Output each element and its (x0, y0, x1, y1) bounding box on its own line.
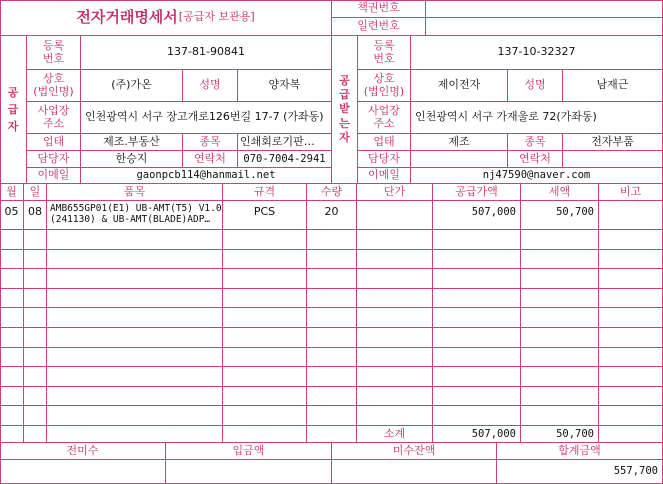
col-tax-header: 세액 (521, 184, 599, 201)
empty-cell-tax (521, 250, 599, 269)
empty-cell-unit-price (357, 367, 433, 387)
unpaid-value (332, 460, 497, 484)
empty-cell-qty (307, 348, 357, 367)
empty-cell-month (0, 250, 24, 269)
empty-cell-note (599, 348, 663, 367)
empty-cell-qty (307, 250, 357, 269)
col-spec-header: 규격 (223, 184, 307, 201)
empty-cell-day (24, 269, 47, 289)
row-day: 08 (24, 201, 47, 230)
empty-cell-item (47, 348, 223, 367)
empty-cell-month (0, 406, 24, 426)
receiver-email: nj47590@naver.com (411, 168, 663, 184)
supplier-address: 인천광역시 서구 장고개로126번길 17-7 (가좌동) (81, 102, 332, 134)
prev-balance-value (0, 460, 166, 484)
unpaid-label: 미수잔액 (332, 443, 497, 460)
empty-cell-tax (521, 348, 599, 367)
col-qty-header: 수량 (307, 184, 357, 201)
empty-cell-spec (223, 328, 307, 348)
row-qty: 20 (307, 201, 357, 230)
supplier-reg-no: 137-81-90841 (81, 36, 332, 70)
supplier-contact-label: 연락처 (183, 151, 238, 168)
empty-cell-month (0, 328, 24, 348)
receiver-contact (563, 151, 663, 168)
empty-cell-tax (521, 289, 599, 308)
empty-cell-tax (521, 367, 599, 387)
empty-cell-tax (521, 308, 599, 328)
empty-cell-tax (521, 269, 599, 289)
grand-total-value: 557,700 (497, 460, 663, 484)
receiver-reg-no-label: 등록 번호 (358, 36, 411, 70)
empty-cell-item (47, 367, 223, 387)
empty-cell-day (24, 230, 47, 250)
empty-cell-month (0, 348, 24, 367)
subtotal-supply: 507,000 (433, 426, 521, 443)
row-item: AMB655GP01(E1) UB-AMT(T5) V1.0 (241130) & UB-AMT(BLADE)ADP… (47, 201, 223, 230)
col-day-header: 일 (24, 184, 47, 201)
empty-cell-spec (223, 387, 307, 406)
empty-cell-spec (223, 348, 307, 367)
empty-cell-supply (433, 387, 521, 406)
empty-cell-supply (433, 250, 521, 269)
row-tax: 50,700 (521, 201, 599, 230)
subtotal-blank-note (599, 426, 663, 443)
empty-cell-note (599, 387, 663, 406)
empty-cell-unit-price (357, 308, 433, 328)
title-text: 전자거래명세서 (76, 7, 178, 26)
row-month: 05 (0, 201, 24, 230)
empty-cell-tax (521, 406, 599, 426)
subtotal-blank-day (24, 426, 47, 443)
empty-cell-day (24, 308, 47, 328)
supplier-manager-label: 담당자 (27, 151, 81, 168)
empty-cell-day (24, 387, 47, 406)
supplier-biz-item: 인쇄회로기판… (238, 134, 332, 151)
empty-cell-month (0, 289, 24, 308)
empty-cell-supply (433, 348, 521, 367)
empty-cell-qty (307, 308, 357, 328)
receiver-section-label: 공 급 받 는 자 (332, 36, 358, 184)
supplier-biz-type: 제조.부동산 (81, 134, 183, 151)
empty-cell-spec (223, 289, 307, 308)
row-supply: 507,000 (433, 201, 521, 230)
subtotal-label: 소계 (357, 426, 433, 443)
empty-cell-note (599, 367, 663, 387)
supplier-name: 양자복 (238, 70, 332, 102)
empty-cell-supply (433, 308, 521, 328)
supplier-biz-type-label: 업태 (27, 134, 81, 151)
empty-cell-note (599, 308, 663, 328)
copy-type: [공급자 보관용] (178, 10, 255, 24)
receiver-reg-no: 137-10-32327 (411, 36, 663, 70)
supplier-reg-no-label: 등록 번호 (27, 36, 81, 70)
empty-cell-spec (223, 269, 307, 289)
book-no-value (426, 0, 663, 18)
receiver-contact-label: 연락처 (508, 151, 563, 168)
deposit-value (166, 460, 332, 484)
empty-cell-month (0, 308, 24, 328)
receiver-biz-item: 전자부품 (563, 134, 663, 151)
empty-cell-item (47, 328, 223, 348)
receiver-biz-item-label: 종목 (508, 134, 563, 151)
empty-cell-tax (521, 230, 599, 250)
empty-cell-item (47, 269, 223, 289)
col-note-header: 비고 (599, 184, 663, 201)
serial-no-label: 일련번호 (332, 18, 426, 36)
empty-cell-day (24, 328, 47, 348)
supplier-manager: 한승지 (81, 151, 183, 168)
empty-cell-qty (307, 387, 357, 406)
receiver-manager (411, 151, 508, 168)
empty-cell-item (47, 387, 223, 406)
empty-cell-spec (223, 308, 307, 328)
receiver-company: 제이전자 (411, 70, 508, 102)
supplier-company-label: 상호 (법인명) (27, 70, 81, 102)
empty-cell-item (47, 308, 223, 328)
empty-cell-day (24, 348, 47, 367)
empty-cell-spec (223, 406, 307, 426)
col-supply-header: 공급가액 (433, 184, 521, 201)
empty-cell-qty (307, 406, 357, 426)
supplier-email-label: 이메일 (27, 168, 81, 184)
subtotal-tax: 50,700 (521, 426, 599, 443)
row-note (599, 201, 663, 230)
document-title (0, 0, 332, 36)
empty-cell-month (0, 387, 24, 406)
receiver-biz-type: 제조 (411, 134, 508, 151)
empty-cell-supply (433, 269, 521, 289)
supplier-address-label: 사업장 주소 (27, 102, 81, 134)
empty-cell-month (0, 367, 24, 387)
receiver-name: 남재근 (563, 70, 663, 102)
empty-cell-day (24, 289, 47, 308)
empty-cell-supply (433, 406, 521, 426)
receiver-address-label: 사업장 주소 (358, 102, 411, 134)
empty-cell-spec (223, 367, 307, 387)
serial-no-value (426, 18, 663, 36)
empty-cell-qty (307, 289, 357, 308)
receiver-biz-type-label: 업태 (358, 134, 411, 151)
empty-cell-supply (433, 328, 521, 348)
receiver-email-label: 이메일 (358, 168, 411, 184)
supplier-biz-item-label: 종목 (183, 134, 238, 151)
col-unit-price-header: 단가 (357, 184, 433, 201)
empty-cell-item (47, 250, 223, 269)
empty-cell-unit-price (357, 348, 433, 367)
empty-cell-spec (223, 230, 307, 250)
empty-cell-supply (433, 367, 521, 387)
subtotal-blank-qty (307, 426, 357, 443)
subtotal-blank-spec (223, 426, 307, 443)
empty-cell-qty (307, 367, 357, 387)
empty-cell-day (24, 406, 47, 426)
prev-balance-label: 전미수 (0, 443, 166, 460)
supplier-company: (주)가온 (81, 70, 183, 102)
subtotal-blank-item (47, 426, 223, 443)
empty-cell-item (47, 406, 223, 426)
empty-cell-tax (521, 328, 599, 348)
empty-cell-note (599, 406, 663, 426)
empty-cell-unit-price (357, 250, 433, 269)
empty-cell-supply (433, 289, 521, 308)
receiver-manager-label: 담당자 (358, 151, 411, 168)
empty-cell-unit-price (357, 230, 433, 250)
empty-cell-qty (307, 328, 357, 348)
empty-cell-unit-price (357, 406, 433, 426)
empty-cell-note (599, 269, 663, 289)
col-item-header: 품목 (47, 184, 223, 201)
empty-cell-note (599, 289, 663, 308)
empty-cell-month (0, 230, 24, 250)
empty-cell-unit-price (357, 289, 433, 308)
receiver-address: 인천광역시 서구 가재울로 72(가좌동) (411, 102, 663, 134)
col-month-header: 월 (0, 184, 24, 201)
row-spec: PCS (223, 201, 307, 230)
empty-cell-qty (307, 269, 357, 289)
deposit-label: 입금액 (166, 443, 332, 460)
empty-cell-day (24, 250, 47, 269)
supplier-section-label: 공 급 자 (0, 36, 27, 184)
supplier-contact: 070-7004-2941 (238, 151, 332, 168)
subtotal-blank-month (0, 426, 24, 443)
row-unit-price (357, 201, 433, 230)
empty-cell-item (47, 289, 223, 308)
receiver-name-label: 성명 (508, 70, 563, 102)
empty-cell-day (24, 367, 47, 387)
empty-cell-note (599, 230, 663, 250)
empty-cell-tax (521, 387, 599, 406)
empty-cell-note (599, 328, 663, 348)
empty-cell-spec (223, 250, 307, 269)
supplier-email: gaonpcb114@hanmail.net (81, 168, 332, 184)
receiver-company-label: 상호 (법인명) (358, 70, 411, 102)
empty-cell-month (0, 269, 24, 289)
supplier-name-label: 성명 (183, 70, 238, 102)
empty-cell-unit-price (357, 387, 433, 406)
empty-cell-unit-price (357, 269, 433, 289)
empty-cell-item (47, 230, 223, 250)
empty-cell-supply (433, 230, 521, 250)
empty-cell-qty (307, 230, 357, 250)
empty-cell-unit-price (357, 328, 433, 348)
book-no-label: 책권번호 (332, 0, 426, 18)
grand-total-label: 합계금액 (497, 443, 663, 460)
empty-cell-note (599, 250, 663, 269)
